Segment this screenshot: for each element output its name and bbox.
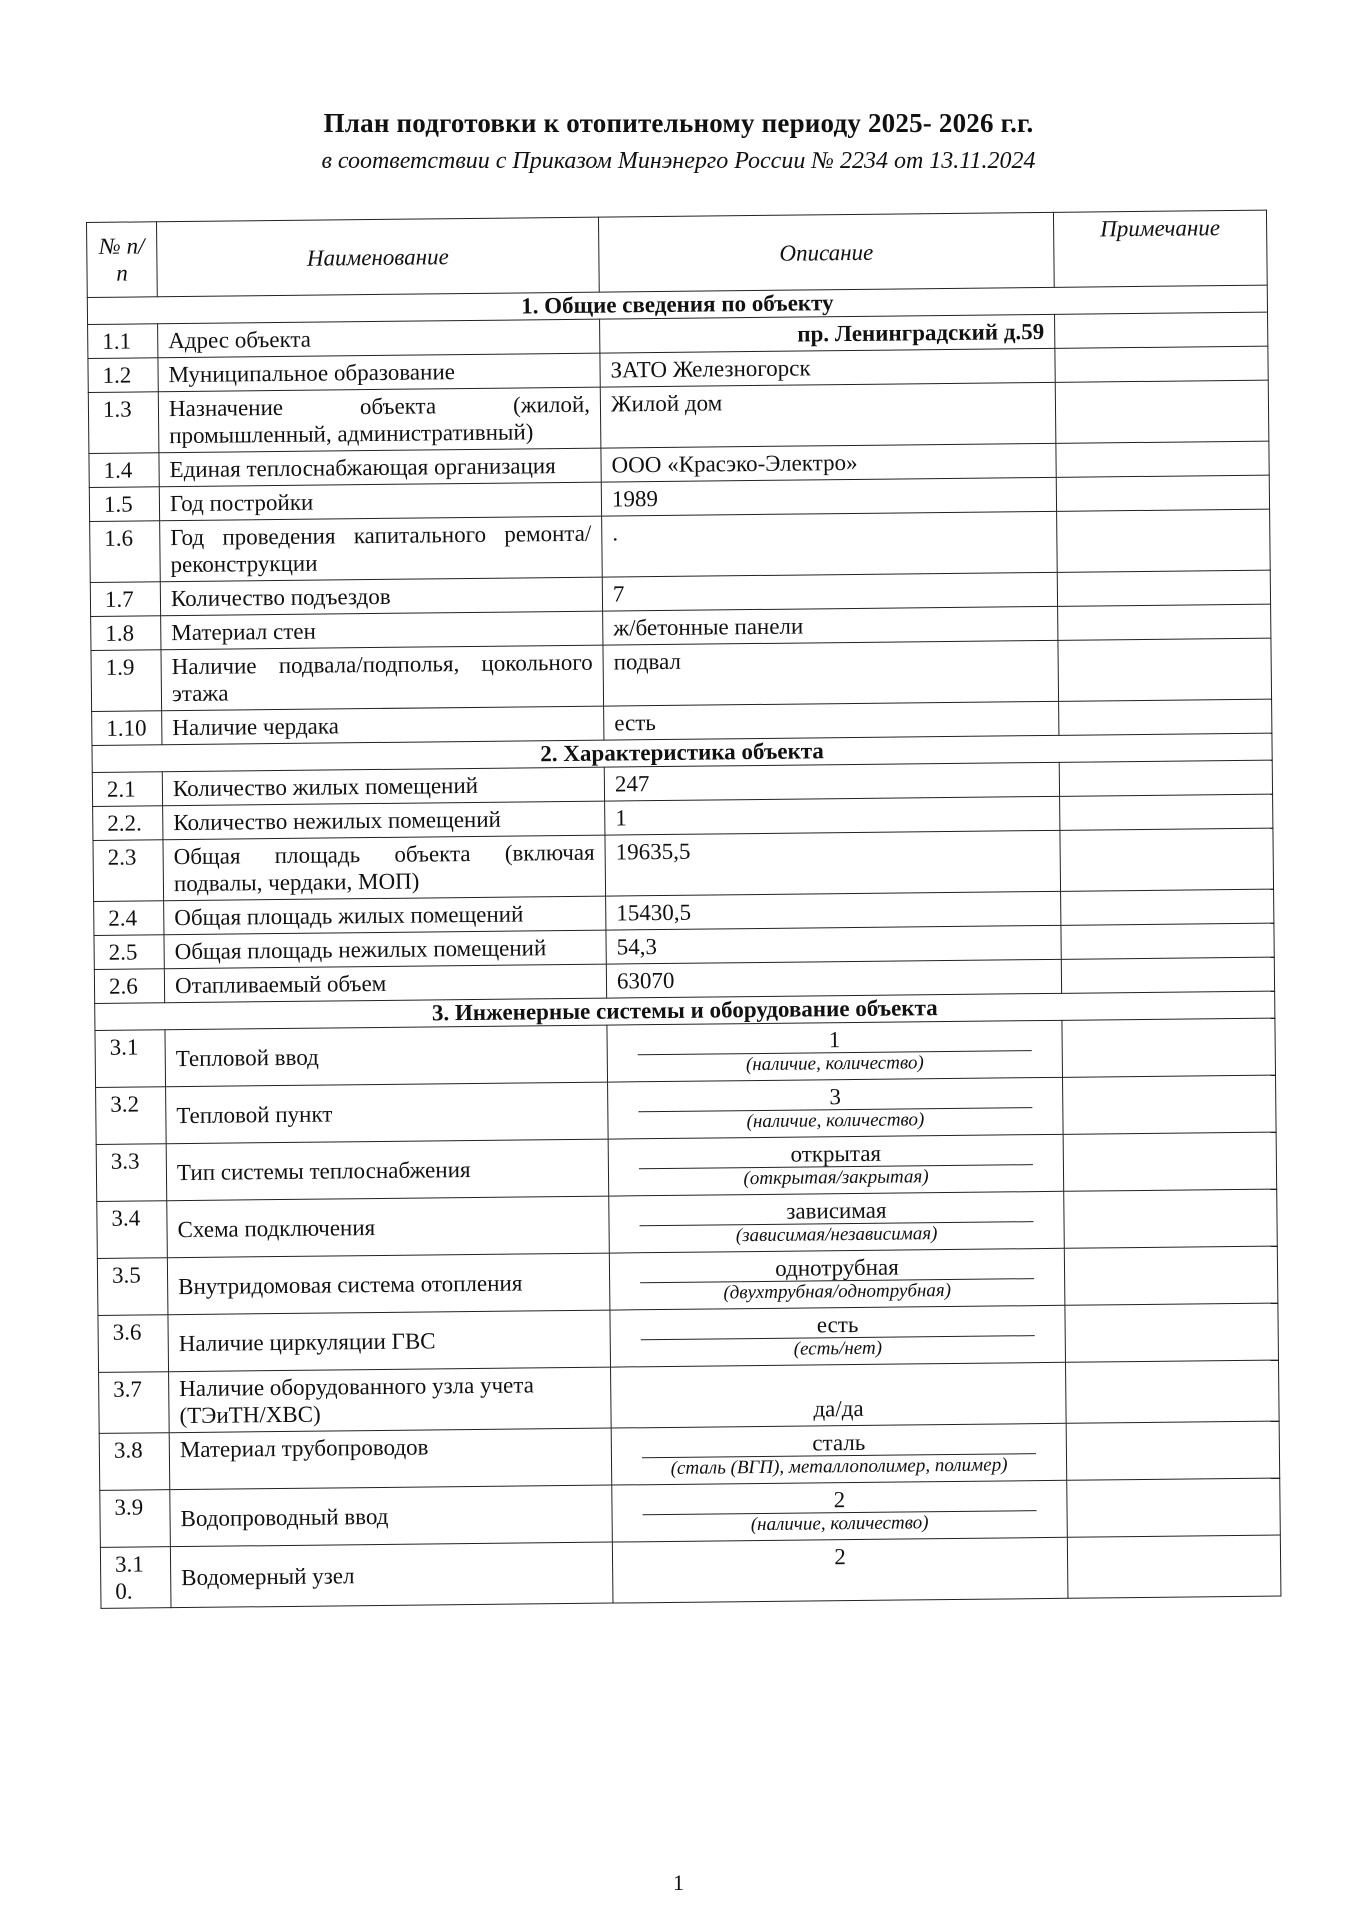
row-note xyxy=(1055,380,1269,443)
row-num: 2.1 xyxy=(92,772,162,807)
plan-table-container xyxy=(86,210,1281,1609)
row-num: 1.3 xyxy=(88,392,159,454)
row-hint: (наличие, количество) xyxy=(746,1109,925,1133)
table-header-row xyxy=(87,210,1268,297)
row-name: Год проведения капитального ремонта/реконструкции xyxy=(160,516,603,582)
row-num: 3.1 xyxy=(95,1030,166,1088)
plan-table xyxy=(86,210,1281,1609)
row-value: 1989 xyxy=(601,477,1056,516)
row-value-field xyxy=(609,1191,1065,1253)
row-value: есть xyxy=(640,1311,1034,1340)
section-1-title: 1. Общие сведения по объекту xyxy=(87,285,1267,324)
row-note xyxy=(1056,475,1269,511)
row-value: 2 xyxy=(642,1486,1036,1515)
row-hint: (зависимая/независимая) xyxy=(735,1223,938,1247)
row-name: Назначение объекта (жилой, промышленный, административный) xyxy=(158,387,601,453)
row-note xyxy=(1063,1132,1277,1191)
row-value: ООО «Красэко-Электро» xyxy=(601,443,1056,482)
row-note xyxy=(1064,1246,1278,1305)
row-name: Единая теплоснабжающая организация xyxy=(159,448,601,487)
row-num: 3.10. xyxy=(100,1547,171,1609)
row-name: Количество жилых помещений xyxy=(162,767,604,806)
row-num: 2.2. xyxy=(93,806,163,841)
row-value: 63070 xyxy=(606,959,1061,998)
row-value: Жилой дом xyxy=(600,382,1056,448)
row-hint: (наличие, количество) xyxy=(750,1512,929,1536)
row-num: 1.9 xyxy=(91,650,162,712)
row-note xyxy=(1067,1478,1281,1537)
row-value: 19635,5 xyxy=(605,830,1061,896)
row-name: Наличие чердака xyxy=(162,706,604,745)
row-value-field xyxy=(607,1020,1063,1082)
row-name: Общая площадь жилых помещений xyxy=(164,896,606,935)
row-value: подвал xyxy=(603,640,1059,706)
row-name: Количество подъездов xyxy=(160,577,602,616)
row-name: Наличие подвала/подполья, цокольного этажа xyxy=(161,645,604,711)
row-name: Тепловой ввод xyxy=(165,1025,608,1087)
row-name: Отапливаемый объем xyxy=(164,964,606,1003)
row-hint: (наличие, количество) xyxy=(745,1052,924,1076)
row-note xyxy=(1059,760,1272,796)
row-note xyxy=(1066,1421,1280,1480)
row-value: 1 xyxy=(605,796,1060,835)
row-name: Схема подключения xyxy=(167,1196,610,1258)
row-note xyxy=(1058,638,1272,701)
row-note xyxy=(1059,699,1272,735)
row-num: 1.2 xyxy=(88,358,158,393)
row-value: однотрубная xyxy=(640,1254,1034,1283)
row-value: ЗАТО Железногорск xyxy=(600,348,1055,387)
row-value-field xyxy=(608,1134,1064,1196)
row-value: ж/бетонные панели xyxy=(603,606,1058,645)
row-note xyxy=(1055,312,1268,348)
row-note xyxy=(1064,1189,1278,1248)
row-hint: (сталь (ВГП), металлополимер, полимер) xyxy=(670,1454,1008,1479)
row-name: Наличие оборудованного узла учета (ТЭиТН/ХВС) xyxy=(169,1367,612,1433)
row-num: 3.9 xyxy=(100,1490,171,1548)
row-value: 54,3 xyxy=(606,925,1061,964)
row-value: есть xyxy=(604,701,1059,740)
row-name: Год постройки xyxy=(159,482,601,521)
row-value: открытая xyxy=(639,1140,1033,1169)
row-name: Материал трубопроводов xyxy=(169,1428,612,1490)
row-value: сталь xyxy=(642,1429,1036,1458)
row-name: Материал стен xyxy=(161,611,603,650)
header-note: Примечание xyxy=(1053,210,1267,287)
row-name: Количество нежилых помещений xyxy=(163,801,605,840)
row-num: 1.4 xyxy=(89,453,159,488)
row-value-field xyxy=(609,1248,1065,1310)
row-num: 3.4 xyxy=(97,1201,168,1259)
row-note xyxy=(1057,509,1271,572)
row-value: 3 xyxy=(638,1083,1032,1112)
row-value: да/да xyxy=(813,1395,864,1422)
row-value-field xyxy=(608,1077,1064,1139)
row-value: 7 xyxy=(602,572,1057,611)
row-value: 247 xyxy=(604,762,1059,801)
row-num: 3.6 xyxy=(98,1315,169,1373)
row-name: Тип системы теплоснабжения xyxy=(166,1139,609,1201)
row-num: 2.5 xyxy=(94,935,164,970)
row-note xyxy=(1060,794,1273,830)
row-note xyxy=(1058,604,1271,640)
table-row xyxy=(100,1535,1281,1608)
document-subtitle: в соответствии с Приказом Минэнерго России № 2234 от 13.11.2024 xyxy=(321,148,1036,174)
row-num: 2.4 xyxy=(94,901,164,936)
row-name: Водомерный узел xyxy=(170,1542,613,1608)
row-num: 1.5 xyxy=(89,487,159,522)
row-name: Общая площадь объекта (включая подвалы, чердаки, МОП) xyxy=(163,835,606,901)
row-note xyxy=(1055,346,1268,382)
row-num: 1.6 xyxy=(90,521,161,583)
row-note xyxy=(1056,441,1269,477)
row-num: 1.8 xyxy=(91,616,161,651)
section-3-title: 3. Инженерные системы и оборудование объекта xyxy=(95,991,1275,1030)
row-note xyxy=(1061,923,1274,959)
row-num: 1.1 xyxy=(88,324,158,359)
row-note xyxy=(1061,957,1274,993)
row-hint: (открытая/закрытая) xyxy=(743,1166,929,1190)
row-note xyxy=(1061,889,1274,925)
row-note xyxy=(1067,1535,1281,1598)
row-note xyxy=(1060,828,1274,891)
row-value: 15430,5 xyxy=(606,891,1061,930)
row-num: 3.7 xyxy=(99,1372,170,1434)
row-num: 3.8 xyxy=(99,1433,170,1491)
row-value: . xyxy=(602,511,1058,577)
row-name: Внутридомовая система отопления xyxy=(167,1253,610,1315)
row-name: Адрес объекта xyxy=(158,319,600,358)
row-value: 1 xyxy=(637,1026,1031,1055)
row-value-field xyxy=(612,1537,1068,1603)
row-name: Общая площадь нежилых помещений xyxy=(164,930,606,969)
header-num: № п/п xyxy=(87,222,158,298)
document-title: План подготовки к отопительному периоду 2025- 2026 г.г. xyxy=(323,108,1034,138)
row-hint: (есть/нет) xyxy=(793,1337,883,1360)
header-name: Наименование xyxy=(157,217,600,297)
row-note xyxy=(1065,1303,1279,1362)
row-note xyxy=(1062,1018,1276,1077)
row-num: 1.7 xyxy=(90,582,160,617)
page-number: 1 xyxy=(673,1870,684,1895)
row-num: 3.5 xyxy=(97,1258,168,1316)
row-value-field xyxy=(610,1305,1066,1367)
header-description: Описание xyxy=(598,212,1054,292)
row-note xyxy=(1065,1360,1279,1423)
row-value: 2 xyxy=(834,1544,846,1570)
row-name: Тепловой пункт xyxy=(166,1082,609,1144)
row-name: Муниципальное образование xyxy=(158,353,600,392)
row-value-field xyxy=(611,1362,1067,1428)
row-value: пр. Ленинградский д.59 xyxy=(600,314,1055,353)
section-2-title: 2. Характеристика объекта xyxy=(92,733,1272,772)
row-num: 2.3 xyxy=(93,840,164,902)
row-value: зависимая xyxy=(639,1197,1033,1226)
row-note xyxy=(1057,570,1270,606)
row-note xyxy=(1063,1075,1277,1134)
row-value-field xyxy=(611,1423,1067,1485)
row-hint: (двухтрубная/однотрубная) xyxy=(723,1280,952,1304)
row-num: 1.10 xyxy=(92,711,162,746)
row-value-field xyxy=(612,1480,1068,1542)
row-name: Водопроводный ввод xyxy=(170,1485,613,1547)
row-name: Наличие циркуляции ГВС xyxy=(168,1310,611,1372)
row-num: 2.6 xyxy=(94,969,164,1004)
row-num: 3.3 xyxy=(96,1144,167,1202)
row-num: 3.2 xyxy=(96,1087,167,1145)
